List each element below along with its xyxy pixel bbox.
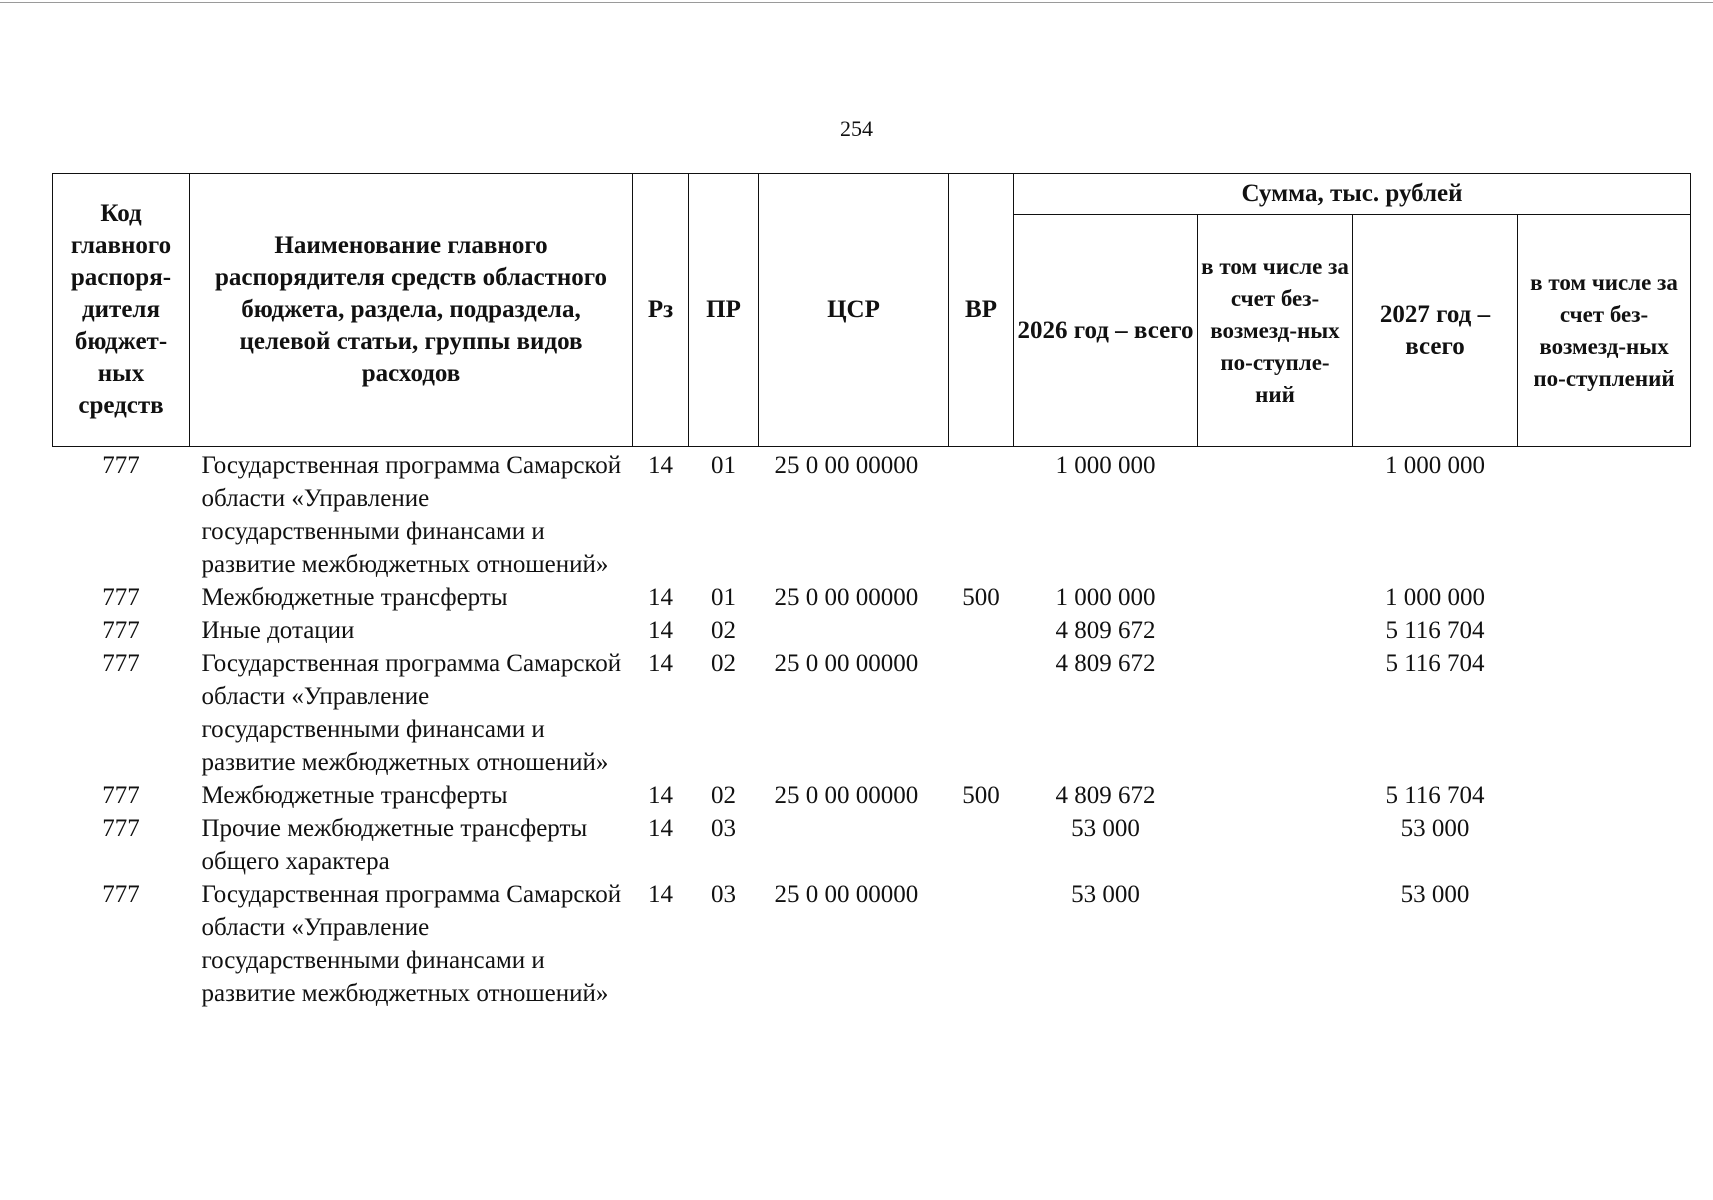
cell-pr: 03: [711, 881, 736, 908]
cell-2026-total: 4 809 672: [1055, 782, 1156, 809]
cell-rz: 14: [648, 584, 673, 611]
cell-2027-gratis: [1518, 779, 1691, 812]
cell-2027-total: 5 116 704: [1385, 617, 1485, 644]
cell-csr: 25 0 00 00000: [774, 782, 919, 809]
cell-csr: [759, 812, 949, 878]
cell-2027-gratis: [1518, 812, 1691, 878]
header-sum-group: Сумма, тыс. рублей: [1014, 174, 1691, 215]
cell-2026-gratis: [1198, 447, 1353, 582]
cell-2027-total: 5 116 704: [1385, 650, 1485, 677]
cell-name: Государственная программа Самарской области «Управление государственными финансами и развитие межбюджетных отношений»: [201, 452, 622, 578]
cell-vr: 500: [962, 584, 1000, 611]
cell-2027-gratis: [1518, 447, 1691, 582]
cell-vr: [949, 447, 1014, 582]
cell-name: Межбюджетные трансферты: [201, 782, 508, 809]
header-csr: ЦСР: [759, 174, 949, 447]
header-2026-total: 2026 год – всего: [1014, 215, 1198, 447]
cell-rz: 14: [648, 881, 673, 908]
cell-csr: 25 0 00 00000: [774, 881, 919, 908]
cell-vr: 500: [962, 782, 1000, 809]
table-row: [53, 614, 1691, 647]
table-row: [53, 581, 1691, 614]
cell-pr: 02: [711, 782, 736, 809]
cell-2026-gratis: [1198, 878, 1353, 1010]
cell-code: 777: [102, 815, 140, 842]
cell-name: Прочие межбюджетные трансферты общего характера: [201, 815, 588, 875]
cell-2026-gratis: [1198, 581, 1353, 614]
cell-code: 777: [102, 452, 140, 479]
cell-2027-total: 53 000: [1400, 815, 1470, 842]
header-rz: Рз: [633, 174, 689, 447]
cell-2026-total: 1 000 000: [1055, 452, 1156, 479]
cell-rz: 14: [648, 617, 673, 644]
cell-2027-gratis: [1518, 878, 1691, 1010]
cell-pr: 01: [711, 452, 736, 479]
cell-name: Межбюджетные трансферты: [201, 584, 508, 611]
header-name: Наименование главного распорядителя средств областного бюджета, раздела, подраздела, целевой статьи, группы видов расходов: [190, 174, 633, 447]
cell-2027-gratis: [1518, 614, 1691, 647]
cell-2027-gratis: [1518, 581, 1691, 614]
table-header: [53, 174, 1691, 447]
table-row: [53, 812, 1691, 878]
cell-2026-total: 53 000: [1071, 815, 1140, 842]
cell-csr: 25 0 00 00000: [774, 650, 919, 677]
cell-csr: [759, 614, 949, 647]
cell-csr: 25 0 00 00000: [774, 584, 919, 611]
cell-vr: [949, 812, 1014, 878]
cell-pr: 03: [711, 815, 736, 842]
table-body: [53, 447, 1691, 1011]
cell-name: Государственная программа Самарской области «Управление государственными финансами и развитие межбюджетных отношений»: [201, 881, 622, 1007]
table-row: [53, 447, 1691, 582]
cell-code: 777: [102, 617, 140, 644]
cell-2026-gratis: [1198, 779, 1353, 812]
cell-2027-gratis: [1518, 647, 1691, 779]
cell-csr: 25 0 00 00000: [774, 452, 919, 479]
cell-rz: 14: [648, 452, 673, 479]
cell-2026-gratis: [1198, 647, 1353, 779]
cell-2026-total: 4 809 672: [1055, 650, 1156, 677]
cell-2026-total: 4 809 672: [1055, 617, 1156, 644]
header-2027-gratis: в том числе за счет без-возмезд-ных по-ступлений: [1518, 215, 1691, 447]
cell-rz: 14: [648, 782, 673, 809]
header-pr: ПР: [689, 174, 759, 447]
header-2027-total: 2027 год – всего: [1353, 215, 1518, 447]
header-vr: ВР: [949, 174, 1014, 447]
scan-edge: [0, 2, 1713, 3]
cell-2027-total: 1 000 000: [1385, 452, 1485, 479]
cell-name: Иные дотации: [201, 617, 355, 644]
cell-2027-total: 5 116 704: [1385, 782, 1485, 809]
cell-pr: 02: [711, 617, 736, 644]
cell-2027-total: 1 000 000: [1385, 584, 1485, 611]
cell-2026-gratis: [1198, 812, 1353, 878]
cell-code: 777: [102, 782, 140, 809]
cell-pr: 02: [711, 650, 736, 677]
table-row: [53, 878, 1691, 1010]
cell-name: Государственная программа Самарской области «Управление государственными финансами и развитие межбюджетных отношений»: [201, 650, 622, 776]
cell-vr: [949, 647, 1014, 779]
header-code: Код главного распоря-дителя бюджет-ных средств: [53, 174, 190, 447]
cell-vr: [949, 878, 1014, 1010]
cell-code: 777: [102, 584, 140, 611]
cell-2027-total: 53 000: [1400, 881, 1470, 908]
cell-2026-total: 1 000 000: [1055, 584, 1156, 611]
cell-vr: [949, 614, 1014, 647]
cell-code: 777: [102, 650, 140, 677]
cell-2026-gratis: [1198, 614, 1353, 647]
cell-rz: 14: [648, 650, 673, 677]
cell-pr: 01: [711, 584, 736, 611]
page-number: 254: [840, 116, 873, 141]
cell-rz: 14: [648, 815, 673, 842]
header-2026-gratis: в том числе за счет без-возмезд-ных по-ступле-ний: [1198, 215, 1353, 447]
table-row: [53, 779, 1691, 812]
cell-code: 777: [102, 881, 140, 908]
table-row: [53, 647, 1691, 779]
budget-table: [52, 173, 1691, 1010]
cell-2026-total: 53 000: [1071, 881, 1140, 908]
